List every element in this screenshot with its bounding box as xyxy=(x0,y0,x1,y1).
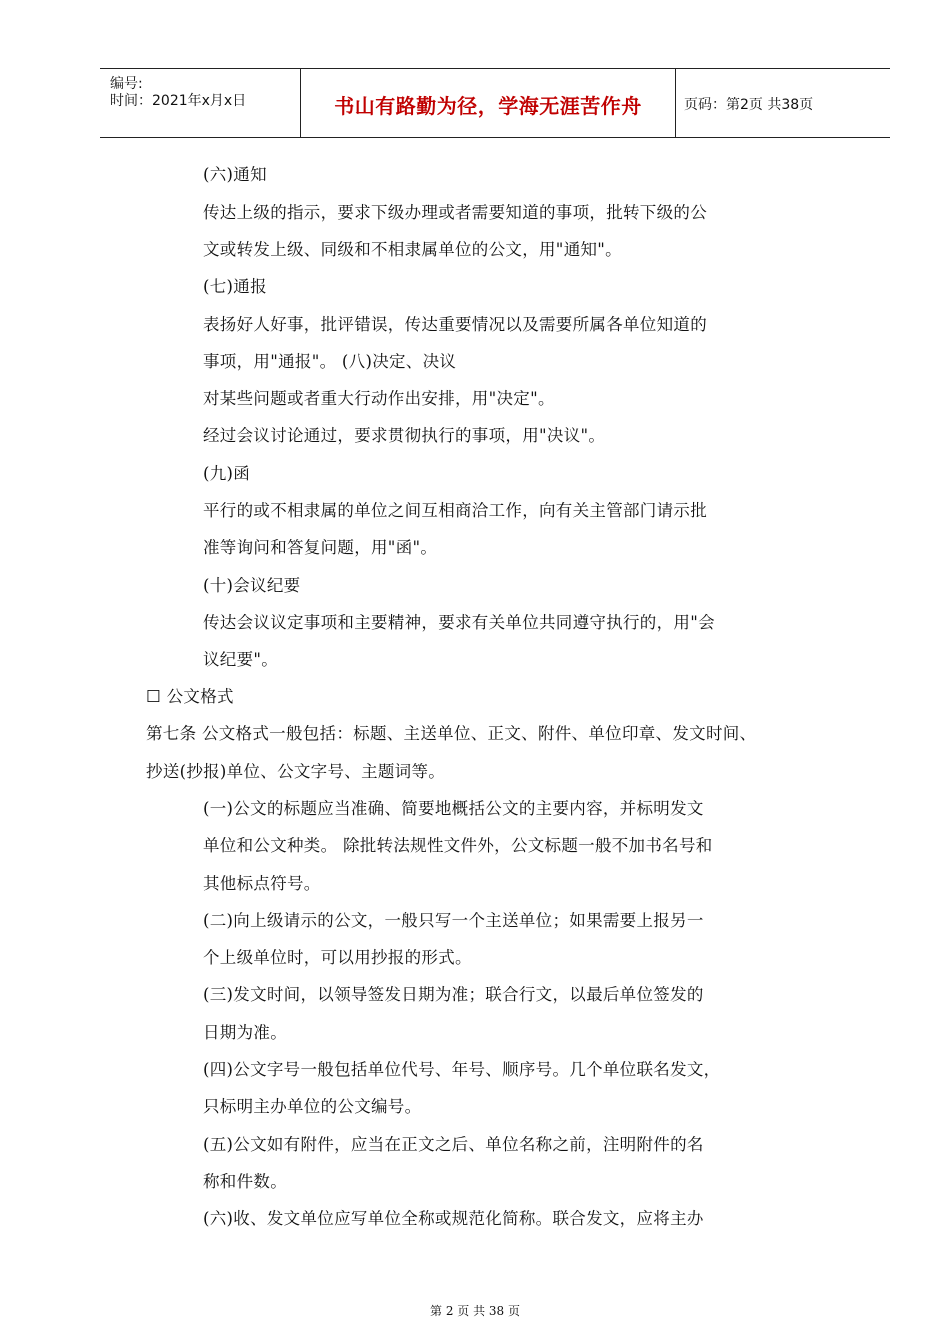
body-line: (一)公文的标题应当准确、简要地概括公文的主要内容，并标明发文 xyxy=(203,799,704,818)
body-line: 称和件数。 xyxy=(203,1172,287,1191)
chapter-heading: ☐ 公文格式 xyxy=(146,687,234,706)
body-line: 个上级单位时，可以用抄报的形式。 xyxy=(203,948,472,967)
header-meta xyxy=(100,69,301,137)
header-page-code: 页码：第2页 共38页 xyxy=(684,97,814,113)
article-line: 抄送(抄报)单位、公文字号、主题词等。 xyxy=(146,762,446,781)
body-line: 文或转发上级、同级和不相隶属单位的公文，用"通知"。 xyxy=(203,240,622,259)
body-line: (四)公文字号一般包括单位代号、年号、顺序号。几个单位联名发文， xyxy=(203,1060,721,1079)
body-line: 对某些问题或者重大行动作出安排，用"决定"。 xyxy=(203,389,555,408)
section-heading: (九)函 xyxy=(203,464,251,483)
document-date: 时间：2021年x月x日 xyxy=(110,93,247,109)
body-line: 经过会议讨论通过，要求贯彻执行的事项，用"决议"。 xyxy=(203,426,606,445)
body-line: 事项，用"通报"。 (八)决定、决议 xyxy=(203,352,457,371)
article-line: 第七条 公文格式一般包括：标题、主送单位、正文、附件、单位印章、发文时间、 xyxy=(146,724,757,743)
header-page-cell xyxy=(676,69,890,137)
body-line: 议纪要"。 xyxy=(203,650,279,669)
body-line: 日期为准。 xyxy=(203,1023,287,1042)
section-heading: (七)通报 xyxy=(203,277,267,296)
page-header xyxy=(100,68,890,138)
body-line: 只标明主办单位的公文编号。 xyxy=(203,1097,422,1116)
document-number-label: 编号: xyxy=(110,76,143,92)
body-line: 准等询问和答复问题，用"函"。 xyxy=(203,538,438,557)
header-motto-cell xyxy=(301,69,676,137)
body-line: (二)向上级请示的公文，一般只写一个主送单位；如果需要上报另一 xyxy=(203,911,704,930)
body-line: 表扬好人好事，批评错误，传达重要情况以及需要所属各单位知道的 xyxy=(203,315,707,334)
body-line: (六)收、发文单位应写单位全称或规范化简称。联合发文，应将主办 xyxy=(203,1209,704,1228)
body-line: 平行的或不相隶属的单位之间互相商洽工作，向有关主管部门请示批 xyxy=(203,501,707,520)
body-line: (五)公文如有附件，应当在正文之后、单位名称之前，注明附件的名 xyxy=(203,1135,704,1154)
body-line: 传达上级的指示，要求下级办理或者需要知道的事项，批转下级的公 xyxy=(203,203,707,222)
body-line: 单位和公文种类。 除批转法规性文件外，公文标题一般不加书名号和 xyxy=(203,836,713,855)
header-motto: 书山有路勤为径，学海无涯苦作舟 xyxy=(334,94,642,118)
section-heading: (十)会议纪要 xyxy=(203,576,301,595)
body-line: 其他标点符号。 xyxy=(203,874,321,893)
body-line: (三)发文时间，以领导签发日期为准；联合行文，以最后单位签发的 xyxy=(203,985,704,1004)
body-line: 传达会议议定事项和主要精神，要求有关单位共同遵守执行的，用"会 xyxy=(203,613,715,632)
page-footer: 第 2 页 共 38 页 xyxy=(430,1304,520,1318)
section-heading: (六)通知 xyxy=(203,165,267,184)
